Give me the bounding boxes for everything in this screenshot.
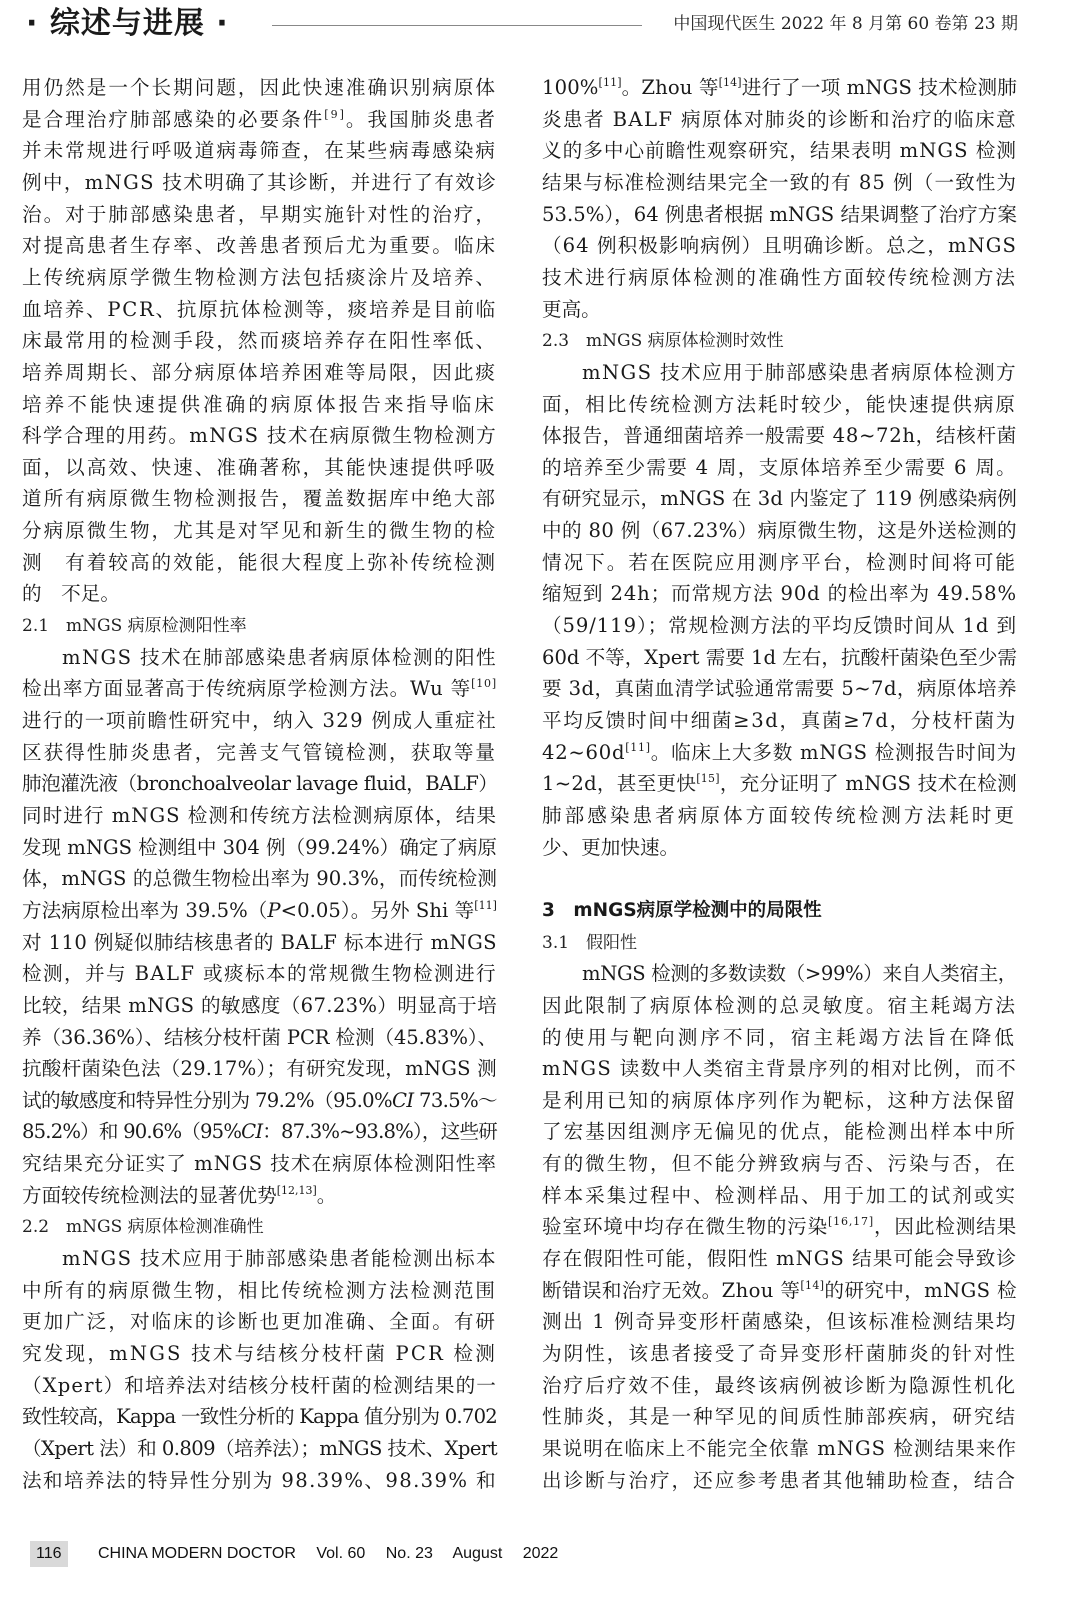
line-text: 技术进行病原体检测的准确性方面较传统检测方法 [542,265,1017,289]
line-text: 性肺炎，其是一种罕见的间质性肺部疾病，研究结 [542,1405,1017,1429]
line-text: 致性较高，Kappa 一致性分析的 Kappa 值分别为 0.702 [22,1405,497,1429]
line-text: 中所有的病原微生物，相比传统检测方法检测范围 [22,1278,497,1302]
text-line [542,1338,1018,1370]
line-text: 是利用已知的病原体序列作为靶标，这种方法保留 [542,1088,1017,1112]
line-text: 究发现，mNGS 技术与结核分枝杆菌 PCR 检测 [22,1342,497,1365]
line-text: 培养不能快速提供准确的病原体报告来指导临床 [22,392,497,416]
line-text: 炎患者 BALF 病原体对肺炎的诊断和治疗的临床意 [542,107,1017,131]
text-line [22,1338,498,1370]
text-line [22,832,498,864]
line-text: 了宏基因组测序无偏见的优点，能检测出样本中所 [542,1120,1017,1144]
line-text: 区获得性肺炎患者，完善支气管镜检测，获取等量 [22,740,497,764]
text-segment: 的研究中，mNGS 检 [824,1278,1017,1302]
text-line [22,515,498,547]
line-text: 用仍然是一个长期问题，因此快速准确识别病原体 [22,76,497,99]
text-line [22,958,498,990]
text-line [542,420,1018,452]
line-text: 53.5%），64 例患者根据 mNGS 结果调整了治疗方案 [542,202,1017,226]
line-text: 有的微生物，但不能分辨致病与否、污染与否，在 [542,1152,1017,1176]
line-text: 抗酸杆菌染色法（29.17%）；有研究发现，mNGS 测 [22,1057,497,1081]
citation-superscript: [11] [625,740,651,754]
line-text: 对 110 例疑似肺结核患者的 BALF 标本进行 mNGS [22,930,497,954]
text-line [22,768,498,800]
text-line [22,199,498,231]
journal-issue: 中国现代医生 2022 年 8 月第 60 卷第 23 期 [673,14,1018,34]
text-line [542,958,1018,990]
line-text: 养（36.36%）、结核分枝杆菌 PCR 检测（45.83%）、 [22,1025,497,1049]
text-line [542,737,1018,769]
line-text: 比较，结果 mNGS 的敏感度（67.23%）明显高于培 [22,993,497,1017]
header-rule [272,25,642,26]
footer-volume: Vol. 60 [316,1545,366,1562]
line-text: 面，相比传统检测方法耗时较少，能快速提供病原 [542,392,1017,416]
line-text: 究结果充分证实了 mNGS 技术在病原体检测阳性率 [22,1152,497,1176]
line-text [22,1180,336,1212]
text-line [22,325,498,357]
line-text: 的使用与靶向测序不同，宿主耗竭方法旨在降低 [542,1025,1017,1049]
citation-superscript: [14] [800,1278,825,1292]
text-line [22,1116,498,1148]
line-text: 3.1 假阳性 [542,932,638,953]
line-text: mNGS 读数中人类宿主背景序列的相对比例，而不 [542,1057,1017,1081]
line-text: 体，mNGS 的总微生物检出率为 90.3%，而传统检测 [22,867,497,891]
italic-symbol: P [267,898,281,922]
text-segment: 是合理治疗肺部感染的必要条件 [22,107,325,131]
text-line [542,800,1018,832]
line-text: mNGS 技术在肺部感染患者病原体检测的阳性 [62,645,497,669]
text-line [22,737,498,769]
text-line [542,610,1018,642]
citation-superscript: [14] [718,76,742,89]
line-text: 发现 mNGS 检测组中 304 例（99.24%）确定了病原 [22,835,497,859]
text-line [22,863,498,895]
text-segment: 。临床上大多数 mNGS 检测报告时间为 [650,740,1017,764]
line-text: mNGS 技术应用于肺部感染患者病原体检测方 [582,360,1017,384]
line-text: 测出 1 例奇异变形杆菌感染，但该标准检测结果均 [542,1310,1017,1334]
text-line [22,72,498,104]
line-text: 2.2 mNGS 病原体检测准确性 [22,1217,264,1238]
text-segment: 试的敏感度和特异性分别为 79.2%（95.0% [22,1088,392,1112]
text-line [542,1433,1018,1465]
text-line [22,642,498,674]
subsection-heading [542,325,1018,357]
line-text: 的培养至少需要 4 周，支原体培养至少需要 6 周。 [542,455,1017,479]
line-text: 同时进行 mNGS 检测和传统方法检测病原体，结果 [22,803,497,827]
line-text: 果说明在临床上不能完全依靠 mNGS 检测结果来作 [542,1436,1017,1460]
text-line [542,167,1018,199]
line-text: （59/119）；常规检测方法的平均反馈时间从 1d 到 [542,614,1017,638]
text-line [22,990,498,1022]
text-segment: 检出率方面显著高于传统病原学检测方法。Wu 等 [22,677,472,701]
italic-symbol: CI [241,1120,263,1144]
text-segment: 方面较传统检测法的显著优势 [22,1183,277,1207]
text-line [22,1433,498,1465]
line-text: 3 mNGS病原学检测中的局限性 [542,899,822,921]
text-line [22,294,498,326]
text-line [22,104,498,136]
text-line [542,515,1018,547]
text-line [22,800,498,832]
italic-symbol: CI [391,1088,414,1112]
text-segment: 73.5%～ [413,1088,497,1112]
text-line [22,1148,498,1180]
line-text: 2.3 mNGS 病原体检测时效性 [542,331,784,352]
text-line [22,547,498,579]
subsection-heading [22,1211,498,1243]
line-text: 体报告，普通细菌培养一般需要 48~72h，结核杆菌 [542,424,1017,448]
text-line [542,1370,1018,1402]
line-text: 面，以高效、快速、准确著称，其能快速提供呼吸 [22,455,497,479]
text-line [542,1243,1018,1275]
line-text: 样本采集过程中、检测样品、用于加工的试剂或实 [542,1183,1017,1207]
text-line [542,199,1018,231]
text-line [542,1401,1018,1433]
line-text: 肺部感染患者病原体方面较传统检测方法耗时更 [542,803,1017,827]
text-line [542,547,1018,579]
line-text: 肺泡灌洗液（bronchoalveolar lavage fluid，BALF） [22,772,498,796]
footer-journal: CHINA MODERN DOCTOR [97,1545,296,1562]
footer-number: No. 23 [385,1545,433,1562]
text-line [22,578,498,610]
line-text: 义的多中心前瞻性观察研究，结果表明 mNGS 检测 [542,139,1017,163]
line-text: 对提高患者生存率、改善患者预后尤为重要。临床 [22,234,497,258]
text-line [542,230,1018,262]
line-text [22,895,497,927]
line-text: 情况下。若在医院应用测序平台，检测时间将可能 [542,550,1017,574]
line-text: 上传统病原学微生物检测方法包括痰涂片及培养、 [22,265,497,289]
line-text: 更加广泛，对临床的诊断也更加准确、全面。有研 [22,1310,497,1334]
page-number: 116 [30,1541,68,1567]
line-text [542,768,1017,800]
text-segment: 85.2%）和 90.6%（95% [22,1120,242,1144]
line-text: 并未常规进行呼吸道病毒筛查，在某些病毒感染病 [22,139,497,163]
line-text: 分病原微生物，尤其是对罕见和新生的微生物的检 [22,519,497,543]
page-footer [30,1541,558,1567]
line-text: 存在假阳性可能，假阳性 mNGS 结果可能会导致诊 [542,1247,1017,1271]
line-text: 测 有着较高的效能，能很大程度上弥补传统检测 [22,550,497,574]
text-line [542,1180,1018,1212]
line-text: （Xpert 法）和 0.809（培养法）；mNGS 技术、Xpert [22,1436,497,1460]
line-text: 进行的一项前瞻性研究中，纳入 329 例成人重症社 [22,709,497,732]
text-line [22,927,498,959]
line-text: 治。对于肺部感染患者，早期实施针对性的治疗， [22,202,497,226]
line-text: 要 3d，真菌血清学试验通常需要 5~7d，病原体培养 [542,677,1017,701]
line-text: 为阴性，该患者接受了奇异变形杆菌肺炎的针对性 [542,1342,1017,1365]
line-text: 缩短到 24h；而常规方法 90d 的检出率为 49.58% [542,582,1017,606]
footer-year: 2022 [522,1545,559,1562]
line-text [542,1275,1017,1307]
text-line [22,420,498,452]
text-line [22,895,498,927]
text-segment: 。我国肺炎患者 [345,107,497,131]
text-line [22,452,498,484]
text-segment: 进行了一项 mNGS 技术检测肺 [741,76,1017,99]
line-text: 检测，并与 BALF 或痰标本的常规微生物检测进行 [22,962,497,986]
text-segment: 。 [316,1183,337,1207]
text-line [542,578,1018,610]
text-line [22,1180,498,1212]
line-text: （Xpert）和培养法对结核分枝杆菌的检测结果的一 [22,1373,497,1397]
text-segment: 1~2d，甚至更快 [542,772,697,796]
text-line [22,1022,498,1054]
text-line [542,1085,1018,1117]
text-line [542,262,1018,294]
line-text [22,1085,497,1117]
text-line [22,167,498,199]
citation-superscript: [11] [598,76,622,89]
text-line [22,1053,498,1085]
line-text: 例中，mNGS 技术明确了其诊断，并进行了有效诊 [22,170,497,194]
text-segment: 100% [542,76,599,99]
text-segment: ：87.3%~93.8%），这些研 [262,1120,498,1144]
text-segment: ，充分证明了 mNGS 技术在检测 [719,772,1017,796]
line-text: 血培养、PCR、抗原抗体检测等，痰培养是目前临 [22,297,497,321]
line-text [22,1116,497,1148]
text-segment: ，因此检测结果 [873,1215,1018,1239]
text-line [542,104,1018,136]
text-line [22,673,498,705]
text-line [22,705,498,737]
text-line [22,1370,498,1402]
text-line [542,832,1018,864]
section-title: · 综述与进展 · [26,6,229,41]
text-line [22,262,498,294]
text-line [22,230,498,262]
text-line [22,1306,498,1338]
text-line [542,389,1018,421]
text-line [542,452,1018,484]
line-text: mNGS 检测的多数读数（>99%）来自人类宿主， [582,962,1017,986]
line-text: 中的 80 例（67.23%）病原微生物，这是外送检测的 [542,519,1017,543]
line-text: 治疗后疗效不佳，最终该病例被诊断为隐源性机化 [542,1373,1017,1397]
text-line [22,483,498,515]
line-text: 因此限制了病原体检测的总灵敏度。宿主耗竭方法 [542,993,1017,1017]
citation-superscript: [10] [471,677,497,691]
text-line [542,72,1018,104]
line-text: （64 例积极影响病例）且明确诊断。总之，mNGS [542,234,1017,258]
text-line [542,294,1018,326]
text-segment: 方法病原检出率为 39.5%（ [22,898,268,922]
line-text [542,1211,1017,1243]
text-line [542,483,1018,515]
line-text: 60d 不等，Xpert 需要 1d 左右，抗酸杆菌染色至少需 [542,645,1017,669]
line-text [22,104,497,136]
text-line [542,1306,1018,1338]
line-text [542,737,1017,769]
text-line [22,389,498,421]
line-text: 有研究显示，mNGS 在 3d 内鉴定了 119 例感染病例 [542,487,1017,511]
text-line [542,1275,1018,1307]
text-line [542,705,1018,737]
line-text: 出诊断与治疗，还应参考患者其他辅助检查，结合 [542,1468,1017,1492]
text-line [542,768,1018,800]
citation-superscript: [15] [696,772,720,786]
line-text: 培养周期长、部分病原体培养困难等局限，因此痰 [22,360,497,384]
text-line [22,135,498,167]
text-segment: 。Zhou 等 [621,76,719,99]
citation-superscript: [9] [324,107,346,121]
line-text: 2.1 mNGS 病原检测阳性率 [22,616,247,637]
text-line [542,1211,1018,1243]
line-text [542,72,1017,104]
text-line [542,1116,1018,1148]
citation-superscript: [11] [474,898,497,912]
text-line [22,1465,498,1497]
text-segment: 断错误和治疗无效。Zhou 等 [542,1278,801,1302]
line-text: 结果与标准检测结果完全一致的有 85 例（一致性为 [542,170,1017,194]
text-line [542,135,1018,167]
text-segment: 42~60d [542,740,626,764]
text-line [22,1085,498,1117]
citation-superscript: [12,13] [276,1183,317,1197]
section-heading [542,895,1018,927]
footer-month: August [452,1545,503,1562]
line-text: 平均反馈时间中细菌≥3d，真菌≥7d，分枝杆菌为 [542,709,1017,732]
text-line [542,990,1018,1022]
text-line [542,1465,1018,1497]
citation-superscript: [16,17] [828,1215,874,1229]
text-line [22,357,498,389]
text-line [22,1401,498,1433]
line-text: mNGS 技术应用于肺部感染患者能检测出标本 [62,1247,497,1271]
text-line [542,1022,1018,1054]
text-line [542,642,1018,674]
line-text: 道所有病原微生物检测报告，覆盖数据库中绝大部 [22,487,497,511]
line-text: 更高。 [542,297,601,321]
subsection-heading [22,610,498,642]
text-line [542,673,1018,705]
line-text: 法和培养法的特异性分别为 98.39%、98.39% 和 [22,1468,497,1492]
text-segment: 验室环境中均存在微生物的污染 [542,1215,829,1239]
text-line [542,357,1018,389]
line-text: 科学合理的用药。mNGS 技术在病原微生物检测方 [22,424,497,448]
text-line [22,1243,498,1275]
text-line [542,863,1018,895]
text-line [542,1148,1018,1180]
subsection-heading [542,927,1018,959]
text-line [542,1053,1018,1085]
line-text: 的 不足。 [22,582,120,606]
text-segment: <0.05）。另外 Shi 等 [280,898,475,922]
line-text [22,673,497,705]
line-text: 床最常用的检测手段，然而痰培养存在阳性率低、 [22,329,497,353]
line-text: 少、更加快速。 [542,835,680,859]
text-line [22,1275,498,1307]
